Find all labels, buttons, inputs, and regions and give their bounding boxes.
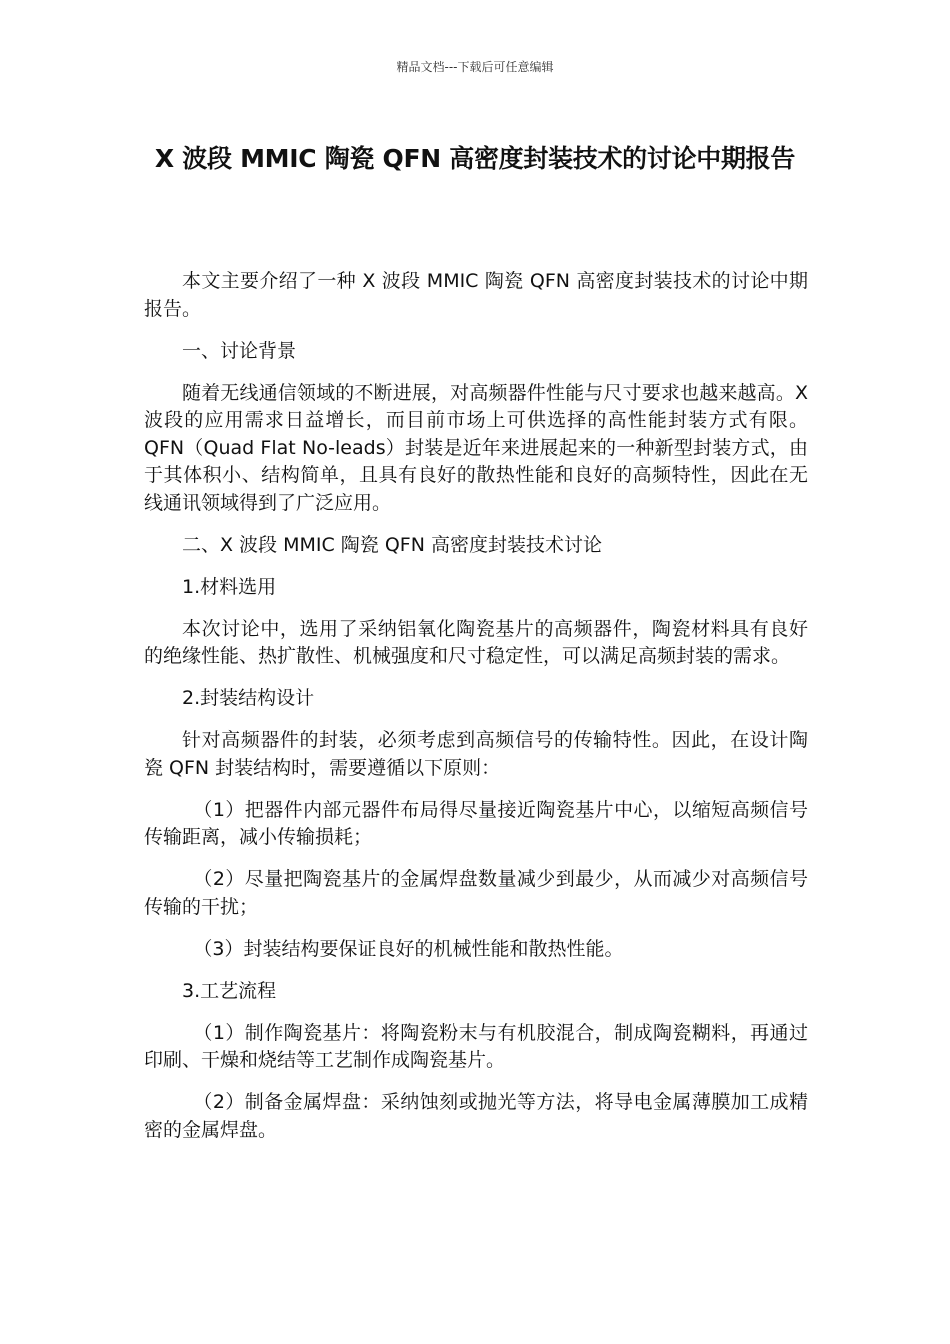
principle-item-1: （1）把器件内部元器件布局得尽量接近陶瓷基片中心，以缩短高频信号传输距离，减小传输损耗； <box>144 798 808 848</box>
structure-paragraph: 针对高频器件的封装，必须考虑到高频信号的传输特性。因此，在设计陶瓷 QFN 封装结构时，需要遵循以下原则： <box>144 729 808 779</box>
section-heading-discussion: 二、X 波段 MMIC 陶瓷 QFN 高密度封装技术讨论 <box>182 533 602 556</box>
section-heading-background: 一、讨论背景 <box>182 339 297 362</box>
subheading-process-flow: 3.工艺流程 <box>182 979 277 1002</box>
process-item-2: （2）制备金属焊盘：采纳蚀刻或抛光等方法，将导电金属薄膜加工成精密的金属焊盘。 <box>144 1091 808 1141</box>
subheading-structure-design: 2.封装结构设计 <box>182 687 315 709</box>
process-item-1: （1）制作陶瓷基片：将陶瓷粉末与有机胶混合，制成陶瓷糊料，再通过印刷、干燥和烧结等工艺制作成陶瓷基片。 <box>144 1021 808 1071</box>
principle-item-3: （3）封装结构要保证良好的机械性能和散热性能。 <box>193 937 624 960</box>
subheading-materials: 1.材料选用 <box>182 575 277 598</box>
document-title: X 波段 MMIC 陶瓷 QFN 高密度封装技术的讨论中期报告 <box>154 144 796 173</box>
intro-paragraph: 本文主要介绍了一种 X 波段 MMIC 陶瓷 QFN 高密度封装技术的讨论中期报告。 <box>144 270 808 320</box>
materials-paragraph: 本次讨论中，选用了采纳铝氧化陶瓷基片的高频器件，陶瓷材料具有良好的绝缘性能、热扩散性、机械强度和尺寸稳定性，可以满足高频封装的需求。 <box>144 617 808 667</box>
page-header: 精品文档---下载后可任意编辑 <box>396 60 554 74</box>
document-body <box>144 268 808 1159</box>
principle-item-2: （2）尽量把陶瓷基片的金属焊盘数量减少到最少，从而减少对高频信号传输的干扰； <box>144 868 808 918</box>
background-paragraph: 随着无线通信领域的不断进展，对高频器件性能与尺寸要求也越来越高。X 波段的应用需求日益增长，而目前市场上可供选择的高性能封装方式有限。QFN（Quad Flat No-leads）封装是近年来进展起来的一种新型封装方式，由于其体积小、结构简单，且具有良好的散热性能和良好的高频特性，因此在无线通讯领域得到了广泛应用。 <box>144 381 808 514</box>
